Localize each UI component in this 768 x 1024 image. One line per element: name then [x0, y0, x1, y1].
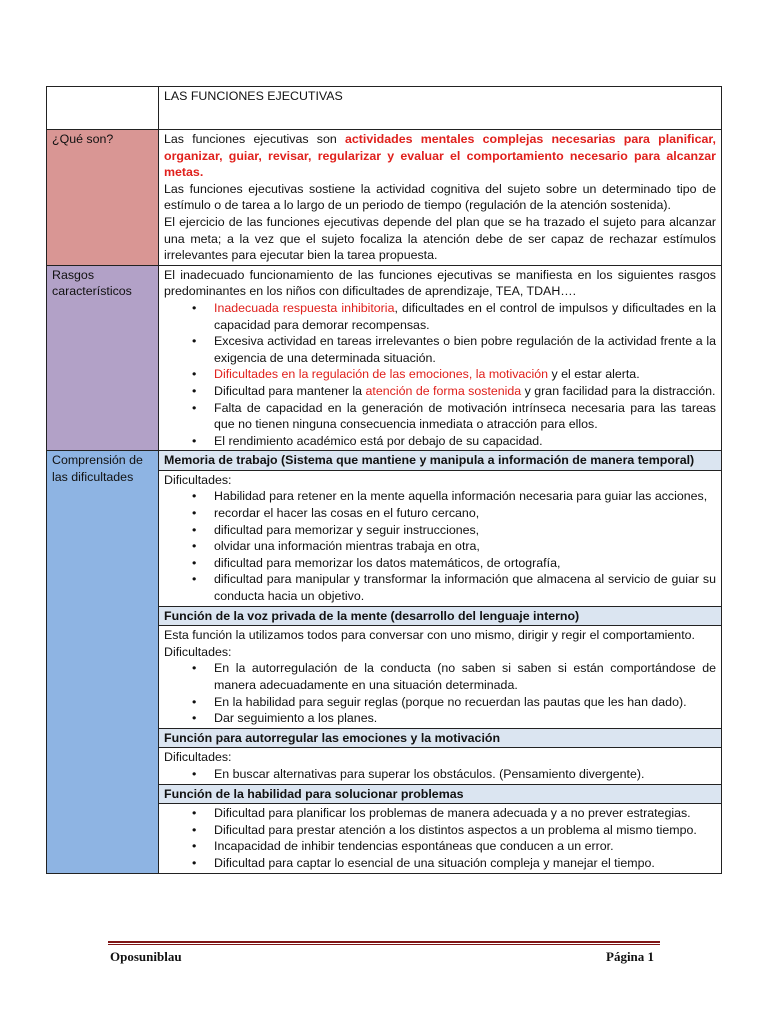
- footer-rule: [108, 941, 660, 945]
- list-item: • El rendimiento académico está por debajo de su capacidad.: [214, 433, 716, 450]
- comprension-label: Comprensión de las dificultades: [47, 451, 159, 873]
- que-son-highlight: actividades mentales complejas necesarias para planificar, organizar, guiar, revisar, regularizar y evaluar el comportamiento necesario para alcanzar metas: [164, 132, 716, 180]
- list-item: • Dificultades en la regulación de las emociones, la motivación y el estar alerta.: [214, 366, 716, 383]
- que-son-content: [159, 130, 722, 266]
- footer-rule-thin: [108, 944, 660, 945]
- memoria-heading: Memoria de trabajo (Sistema que mantiene y manipula a información de manera temporal): [159, 451, 722, 471]
- memoria-content: [159, 470, 722, 606]
- memoria-list: [164, 488, 716, 604]
- list-item: • Falta de capacidad en la generación de motivación intrínseca necesaria para las tareas que no tienen ninguna consecuencia inmediata o atracción para ellos.: [214, 400, 716, 433]
- rasgos-row: [47, 265, 722, 451]
- que-son-paragraph-1: Las funciones ejecutivas son actividades mentales complejas necesarias para planificar, organizar, guiar, revisar, regularizar y evaluar el comportamiento necesario para alcanzar metas.: [164, 132, 716, 180]
- voz-dificultades: Dificultades:: [164, 644, 232, 659]
- list-item: • En la autorregulación de la conducta (no saben si saben si están comportándose de manera adecuadamente en una situación determinada.: [214, 660, 716, 693]
- list-item: • Dificultad para planificar los problemas de manera adecuada y a no prever estrategias.: [214, 805, 716, 822]
- footer-author: Oposuniblau: [110, 949, 182, 964]
- list-item: • Excesiva actividad en tareas irrelevantes o bien pobre regulación de la actividad frente a la exigencia de una determinada situación.: [214, 333, 716, 366]
- list-item: • Dar seguimiento a los planes.: [214, 710, 716, 727]
- title-row: [47, 87, 722, 130]
- list-item: • En la habilidad para seguir reglas (porque no recuerdan las pautas que les han dado).: [214, 694, 716, 711]
- problemas-heading: Función de la habilidad para solucionar problemas: [159, 784, 722, 804]
- memoria-heading-row: [47, 451, 722, 471]
- rasgos-label: Rasgos característicos: [47, 265, 159, 451]
- problemas-content: [159, 804, 722, 873]
- rasgos-intro: El inadecuado funcionamiento de las funciones ejecutivas se manifiesta en los siguientes rasgos predominantes en los niños con dificultades de aprendizaje, TEA, TDAH….: [164, 267, 716, 299]
- list-item: • Dificultad para prestar atención a los distintos aspectos a un problema al mismo tiempo.: [214, 822, 716, 839]
- title-blank-cell: [47, 87, 159, 130]
- list-item: • dificultad para manipular y transformar la información que almacena al servicio de guiar su conducta hacia un objetivo.: [214, 571, 716, 604]
- emociones-dificultades: Dificultades:: [164, 750, 232, 765]
- list-item: • Dificultad para captar lo esencial de una situación compleja y manejar el tiempo.: [214, 855, 716, 872]
- footer-rule-thick: [108, 941, 660, 943]
- list-item: • Incapacidad de inhibir tendencias espontáneas que conducen a un error.: [214, 838, 716, 855]
- list-item: • Inadecuada respuesta inhibitoria, dificultades en el control de impulsos y dificultades en la capacidad para demorar recompensas.: [214, 300, 716, 333]
- problemas-list: [164, 805, 716, 871]
- rasgos-list: [164, 300, 716, 449]
- voz-intro: Esta función la utilizamos todos para conversar con uno mismo, dirigir y regir el comportamiento.: [164, 628, 695, 643]
- emociones-heading: Función para autorregular las emociones y la motivación: [159, 728, 722, 748]
- document-page: [46, 86, 722, 874]
- voz-heading: Función de la voz privada de la mente (desarrollo del lenguaje interno): [159, 606, 722, 626]
- footer-page-number: Página 1: [606, 949, 655, 964]
- list-item: • dificultad para memorizar los datos matemáticos, de ortografía,: [214, 555, 716, 572]
- list-item: • Habilidad para retener en la mente aquella información necesaria para guiar las acciones,: [214, 488, 716, 505]
- document-title: LAS FUNCIONES EJECUTIVAS: [159, 87, 722, 130]
- que-son-row: [47, 130, 722, 266]
- emociones-list: [164, 766, 716, 783]
- list-item: • recordar el hacer las cosas en el futuro cercano,: [214, 505, 716, 522]
- memoria-dificultades: Dificultades:: [164, 472, 232, 487]
- voz-content: [159, 626, 722, 729]
- functions-table: [46, 86, 722, 874]
- voz-list: [164, 660, 716, 726]
- que-son-paragraph-2: Las funciones ejecutivas sostiene la actividad cognitiva del sujeto sobre un determinado tipo de estímulo o de tarea a lo largo de un periodo de tiempo (regulación de la atención sostenida).: [164, 181, 716, 213]
- emociones-content: [159, 748, 722, 784]
- que-son-label: ¿Qué son?: [47, 130, 159, 266]
- rasgos-content: [159, 265, 722, 451]
- que-son-paragraph-3: El ejercicio de las funciones ejecutivas depende del plan que se ha trazado el sujeto para alcanzar una meta; a la vez que el sujeto focaliza la atención debe de ser capaz de rechazar estímulos irrelevantes para ejecutar bien la tarea propuesta.: [164, 214, 716, 263]
- list-item: • Dificultad para mantener la atención de forma sostenida y gran facilidad para la distracción.: [214, 383, 716, 400]
- list-item: • dificultad para memorizar y seguir instrucciones,: [214, 522, 716, 539]
- list-item: • En buscar alternativas para superar los obstáculos. (Pensamiento divergente).: [214, 766, 716, 783]
- list-item: • olvidar una información mientras trabaja en otra,: [214, 538, 716, 555]
